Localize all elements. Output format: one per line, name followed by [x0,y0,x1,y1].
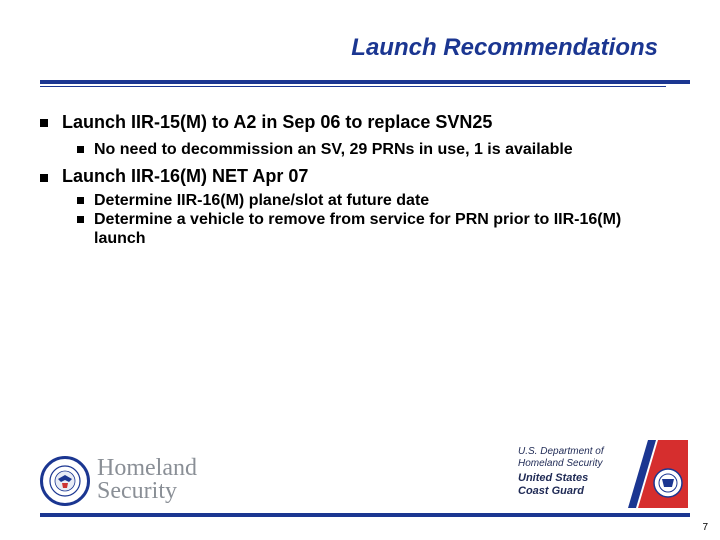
cg-line-1: United States [518,472,589,484]
bullet-item: Launch IIR-16(M) NET Apr 07 [62,166,309,186]
bullet-item: Launch IIR-15(M) to A2 in Sep 06 to replace SVN25 [62,112,493,132]
title-rule-thin [40,86,666,87]
coast-guard-stripe-icon [610,440,690,508]
dept-line-1: U.S. Department of [518,446,604,457]
coast-guard-text-block [518,446,604,498]
cg-line-2: Coast Guard [518,485,585,497]
bullet-marker [40,174,48,182]
sub-bullet-item: No need to decommission an SV, 29 PRNs in use, 1 is available [94,141,573,158]
homeland-word: Homeland [97,455,197,481]
slide-title: Launch Recommendations [351,34,658,61]
sub-bullet-item: Determine IIR-16(M) plane/slot at future date [94,192,430,209]
sub-bullet-marker [77,146,84,153]
sub-bullet-marker [77,216,84,223]
page-number: 7 [702,522,708,533]
title-rule [40,80,690,84]
sub-bullet-item: Determine a vehicle to remove from service for PRN prior to IIR-16(M) launch [94,211,622,247]
homeland-security-wordmark [97,457,197,503]
sub-bullet-marker [77,197,84,204]
bullet-marker [40,119,48,127]
footer-rule [40,513,690,517]
security-word: Security [97,478,177,504]
slide-footer [0,430,720,540]
dhs-seal-icon [40,456,90,506]
dept-line-2: Homeland Security [518,458,603,469]
